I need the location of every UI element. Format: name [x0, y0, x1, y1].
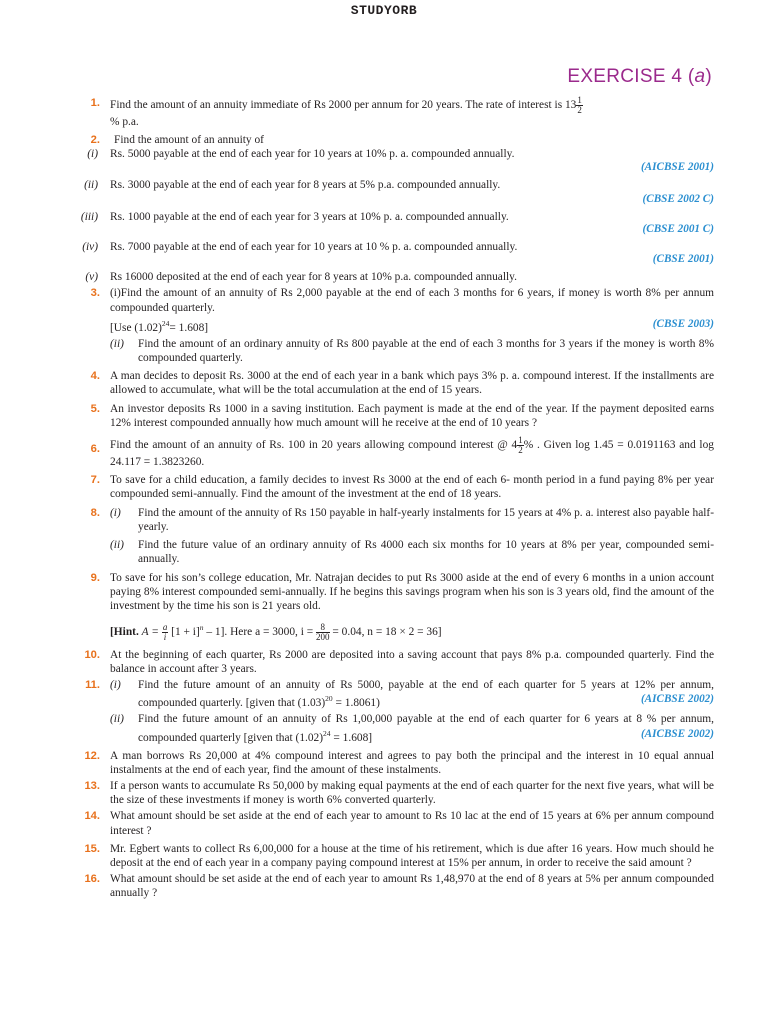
question-number: 1.	[90, 97, 100, 109]
question-2-part-iii: (iii) Rs. 1000 payable at the end of each year for 3 years at 10% p. a. compounded annually.	[80, 210, 509, 223]
fraction: $\frac{8}{200}$	[316, 621, 330, 642]
fraction: $\frac{a}{i}$	[162, 621, 168, 642]
question-number: 5.	[90, 402, 100, 415]
question-3: 3. (i)Find the amount of an annuity of Rs 2,000 payable at the end of each 3 months for 6 years, if money is worth 8% per annum compounded quarterly. [Use $(1.02)^{24}= 1.608$] (CBSE 2003)	[0, 286, 768, 334]
reference-badge: (CBSE 2002 C)	[642, 192, 714, 205]
question-number: 16.	[84, 873, 100, 886]
reference-badge: (CBSE 2003)	[652, 317, 714, 330]
reference-badge: (AICBSE 2002)	[640, 727, 714, 740]
question-number: 12.	[84, 749, 100, 762]
exercise-content	[0, 96, 768, 901]
question-10: 10. At the beginning of each quarter, Rs 2000 are deposited into a saving account that pays 8% p.a. compounded quarterly. Find the balance in account after 3 years.	[0, 648, 768, 676]
question-number: 2.	[90, 134, 100, 147]
question-number: 11.	[85, 679, 100, 692]
exercise-title: EXERCISE 4 (a)	[567, 66, 712, 87]
question-number: 10.	[84, 648, 100, 661]
question-8: 8. (i) Find the amount of the annuity of Rs 150 payable in half-yearly instalments for 15 years at 4% p. a. interest also payable half-yearly.	[0, 506, 768, 534]
reference-badge: (CBSE 2001)	[652, 253, 714, 266]
question-6: 6. Find the amount of an annuity of Rs. 100 in 20 years allowing compound interest @ 4 $\frac{1}{2}$ % . Given log 1.45 = 0.0191163 and log 24.117 = 1.3823260.	[0, 436, 768, 469]
page-header: STUDYORB	[350, 3, 418, 18]
question-13: 13. If a person wants to accumulate Rs 50,000 by making equal payments at the end of each quarter for the next five years, what will be the size of these investments if money is worth 6% converted quarterly.	[0, 779, 768, 807]
question-2-part-i: (i) Rs. 5000 payable at the end of each year for 10 years at 10% p. a. compounded annually.	[87, 148, 515, 161]
question-2-part-ii: (ii) Rs. 3000 payable at the end of each year for 8 years at 5% p.a. compounded annually.	[84, 178, 501, 191]
question-12: 12. A man borrows Rs 20,000 at 4% compound interest and agrees to pay both the principal and the interest in 10 equal annual instalments at the end of each year, find the amount of these instalments.	[0, 749, 768, 777]
question-number: 4.	[90, 370, 100, 383]
question-15: 15. Mr. Egbert wants to collect Rs 6,00,000 for a house at the time of his retirement, which is due after 16 years. How much should he deposit at the end of each year in a company paying compound interest at 15% per annum, in order to receive the said amount ?	[0, 842, 768, 870]
question-number: 15.	[84, 842, 100, 855]
question-number: 6.	[90, 443, 100, 456]
question-3-part-ii: (ii) Find the amount of an ordinary annuity of Rs 800 payable at the end of each 3 months for 3 years if the money is worth 8% compounded quarterly.	[110, 337, 714, 365]
reference-badge: (AICBSE 2001)	[640, 160, 714, 173]
question-number: 7.	[90, 474, 100, 487]
question-16: 16. What amount should be set aside at the end of each year to amount Rs 1,48,970 at the end of 8 years at 5% per annum compounded annually ?	[0, 872, 768, 900]
question-2: 2. Find the amount of an annuity of	[0, 133, 768, 147]
question-14: 14. What amount should be set aside at the end of each year to amount to Rs 10 lac at the end of 15 years at 6% per annum compound interest ?	[0, 809, 768, 837]
question-11-part-ii: (ii) Find the future amount of an annuity of Rs 1,00,000 payable at the end of each quarter for 6 years at 8 % per annum, compounded quarterly [given that $(1.02)^{24} = 1.608$] (AICBSE 2002)	[110, 713, 714, 744]
hint: [Hint. A = $\frac{a}{i}$ $[1 + i]^n - 1$]. Here a = 3000, i = $\frac{8}{200}$ = 0.04, n = 18 × 2 = 36]	[110, 621, 442, 642]
question-7: 7. To save for a child education, a family decides to invest Rs 3000 at the end of each 6- month period in a fund paying 8% per year compounded semi-annually. Find the amount of the investment at the end of 18 years.	[0, 473, 768, 501]
question-5: 5. An investor deposits Rs 1000 in a saving institution. Each payment is made at the end of the year. If the payment deposited earns 12% interest compounded annually how much amount will he receive at the end of 10 years ?	[0, 402, 768, 430]
question-1: 1. Find the amount of an annuity immediate of Rs 2000 per annum for 20 years. The rate of interest is 13 $\frac{1}{2}$ % p.a.	[0, 96, 768, 129]
question-number: 8.	[90, 506, 100, 519]
reference-badge: (CBSE 2001 C)	[642, 223, 714, 236]
question-8-part-ii: (ii) Find the future value of an ordinary annuity of Rs 4000 each six months for 10 years at 8% per year, compounded semi-annually.	[110, 539, 714, 566]
question-number: 13.	[84, 780, 100, 793]
fraction: $\frac{1}{2}$	[577, 95, 582, 115]
reference-badge: (AICBSE 2002)	[640, 693, 714, 706]
question-9: 9. To save for his son’s college education, Mr. Natrajan decides to put Rs 3000 aside at the end of every 6 months in a union account paying 8% interest compounded semi-annually. If he begins this savings program when his son is 3 years old, find the amount of the investment by the time his son is 21 years old.	[0, 571, 768, 614]
fraction: $\frac{1}{2}$	[518, 435, 523, 456]
question-number: 14.	[84, 810, 100, 823]
question-4: 4. A man decides to deposit Rs. 3000 at the end of each year in a bank which pays 3% p. a. compound interest. If the installments are allowed to accumulate, what will be the total accumulation at the end of 15 years.	[0, 369, 768, 397]
question-2-part-iv: (iv) Rs. 7000 payable at the end of each year for 10 years at 10 % p. a. compounded annually.	[82, 241, 518, 254]
question-2-part-v: (v) Rs 16000 deposited at the end of each year for 8 years at 10% p.a. compounded annually.	[85, 271, 517, 284]
question-number: 9.	[90, 571, 100, 584]
question-11: 11. (i) Find the future amount of an annuity of Rs 5000, payable at the end of each quarter for 5 years at 12% per annum, compounded quarterly. [given that $(1.03)^{20} = 1.8061$) (AICBSE 2002)	[0, 678, 768, 710]
question-number: 3.	[90, 287, 100, 300]
